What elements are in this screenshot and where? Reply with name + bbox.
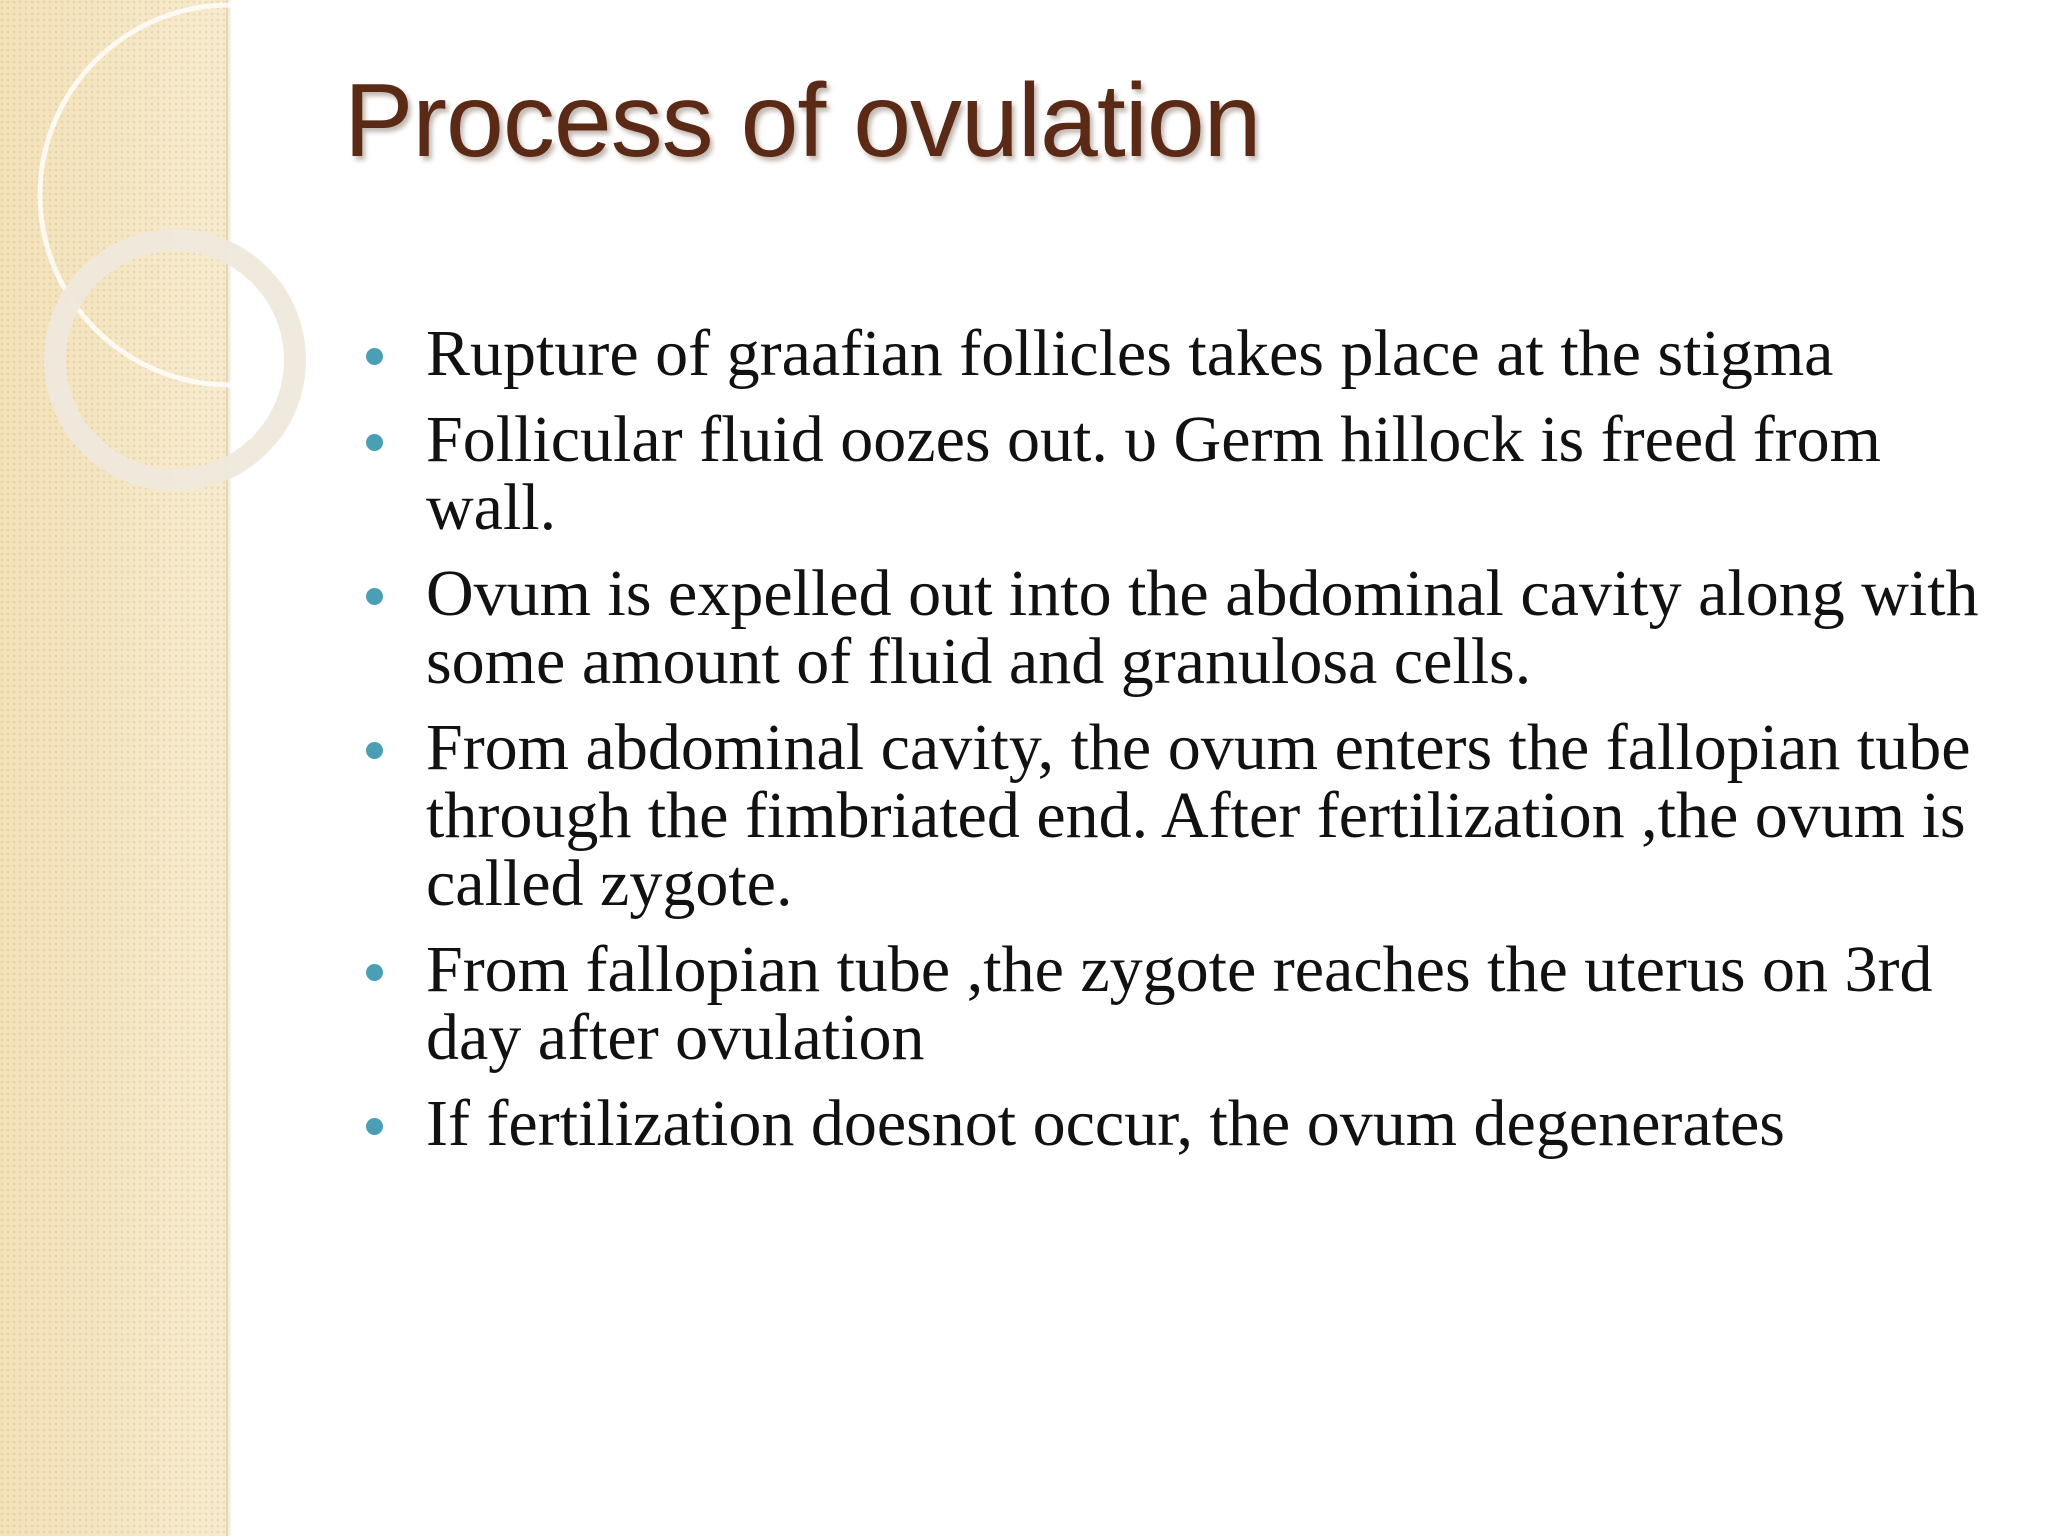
slide-title: Process of ovulation	[344, 63, 1261, 179]
bullet-text: Ovum is expelled out into the abdominal cavity along with some amount of fluid and granulosa cells.	[426, 557, 1979, 698]
bullet-list	[360, 317, 1980, 1176]
bullet-dot-icon	[366, 588, 383, 605]
bullet-dot-icon	[366, 434, 383, 451]
bullet-text: Follicular fluid oozes out. υ Germ hillock is freed from wall.	[426, 403, 1881, 544]
bullet-item	[360, 557, 1980, 698]
bullet-item	[360, 317, 1980, 390]
bullet-dot-icon	[366, 348, 383, 365]
bullet-item	[360, 1087, 1980, 1160]
bullet-item	[360, 403, 1980, 544]
small-ring	[55, 240, 295, 480]
bullet-text: From fallopian tube ,the zygote reaches the uterus on 3rd day after ovulation	[426, 933, 1933, 1074]
bullet-dot-icon	[366, 1118, 383, 1135]
bullet-text: Rupture of graafian follicles takes place at the stigma	[426, 317, 1834, 390]
bullet-text: From abdominal cavity, the ovum enters the fallopian tube through the fimbriated end. After fertilization ,the ovum is called zygote.	[426, 711, 1971, 920]
bullet-item	[360, 711, 1980, 920]
bullet-item	[360, 933, 1980, 1074]
bullet-text: If fertilization doesnot occur, the ovum degenerates	[426, 1087, 1785, 1160]
bullet-dot-icon	[366, 964, 383, 981]
bullet-dot-icon	[366, 742, 383, 759]
